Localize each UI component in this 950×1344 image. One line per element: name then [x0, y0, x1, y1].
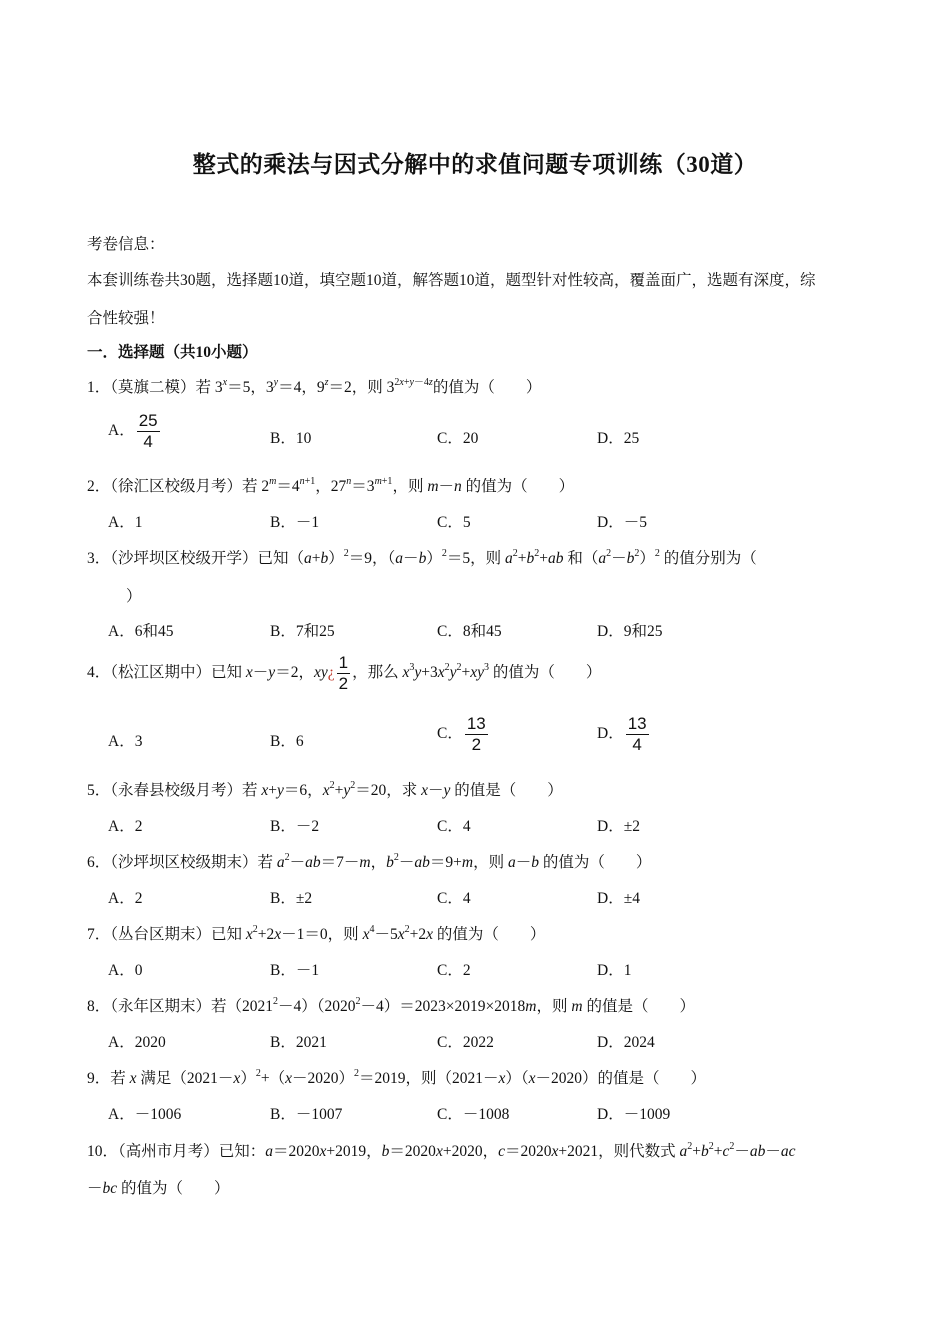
option-4b[interactable]: B．6 — [270, 733, 304, 750]
option-1d[interactable]: D．25 — [597, 430, 640, 447]
fraction: $\frac{13}{2}$ — [466, 714, 486, 754]
option-6d[interactable]: D．±4 — [597, 890, 640, 907]
option-4d[interactable]: D． $\frac{13}{4}$ — [597, 714, 647, 754]
option-9b[interactable]: B．－1007 — [270, 1106, 343, 1123]
option-3c[interactable]: C．8和45 — [437, 623, 502, 640]
option-7b[interactable]: B．－1 — [270, 962, 320, 979]
question-1: 1．（莫旗二模）若 $3^x=5$，$3^y=4$，$9^z=2$，则 $3^{2x+y-4z}$的值为（ ） — [87, 377, 542, 396]
option-7d[interactable]: D．1 — [597, 962, 632, 979]
option-8c[interactable]: C．2022 — [437, 1034, 494, 1051]
option-7c[interactable]: C．2 — [437, 962, 471, 979]
fraction: $\frac{1}{2}$ — [338, 653, 349, 693]
question-9: 9．若 x 满足$(2021-x)^2+(x-2020)^2=2019$，则（2021－x）（x－2020）的值是（ ） — [87, 1068, 707, 1087]
option-3a[interactable]: A．6和45 — [108, 623, 174, 640]
section-heading: 一．选择题（共10小题） — [87, 344, 258, 361]
option-5d[interactable]: D．±2 — [597, 818, 640, 835]
option-1a[interactable]: A． $\frac{25}{4}$ — [108, 411, 158, 451]
question-2: 2．（徐汇区校级月考）若 $2^m=4^{n+1}$，$27^n=3^{m+1}$，则 m－n 的值为（ ） — [87, 476, 575, 495]
option-6c[interactable]: C．4 — [437, 890, 471, 907]
option-6a[interactable]: A．2 — [108, 890, 143, 907]
info-text-line1: 本套训练卷共30题，选择题10道，填空题10道，解答题10道，题型针对性较高，覆盖面广，选题有深度，综 — [87, 272, 816, 289]
fraction: $\frac{25}{4}$ — [138, 411, 158, 451]
option-5a[interactable]: A．2 — [108, 818, 143, 835]
option-3b[interactable]: B．7和25 — [270, 623, 335, 640]
fraction: $\frac{13}{4}$ — [627, 714, 647, 754]
question-3: 3．（沙坪坝区校级开学）已知$(a+b)^2=9$，$(a-b)^2=5$，则 $a^2+b^2+ab$ 和$(a^2-b^2)^2$ 的值分别为（ — [87, 548, 757, 567]
option-8d[interactable]: D．2024 — [597, 1034, 655, 1051]
option-8a[interactable]: A．2020 — [108, 1034, 166, 1051]
question-5: 5．（永春县校级月考）若 x+y＝6，$x^2+y^2=20$，求 x－y 的值是（ ） — [87, 780, 563, 799]
option-5b[interactable]: B．－2 — [270, 818, 320, 835]
option-2c[interactable]: C．5 — [437, 514, 471, 531]
question-10-cont: －bc 的值为（ ） — [87, 1180, 230, 1197]
option-4a[interactable]: A．3 — [108, 733, 143, 750]
page-title: 整式的乘法与因式分解中的求值问题专项训练（30道） — [192, 152, 758, 177]
option-9c[interactable]: C．－1008 — [437, 1106, 510, 1123]
option-1b[interactable]: B．10 — [270, 430, 312, 447]
option-8b[interactable]: B．2021 — [270, 1034, 327, 1051]
option-3d[interactable]: D．9和25 — [597, 623, 663, 640]
info-label: 考卷信息： — [87, 236, 165, 253]
option-9d[interactable]: D．－1009 — [597, 1106, 671, 1123]
option-4c[interactable]: C． $\frac{13}{2}$ — [437, 714, 486, 754]
question-8: 8．（永年区期末）若$(2021^2-4)(2020^2-4)=2023\times 2019\times 2018m$，则 m 的值是（ ） — [87, 996, 695, 1015]
option-2d[interactable]: D．－5 — [597, 514, 647, 531]
option-5c[interactable]: C．4 — [437, 818, 471, 835]
option-2b[interactable]: B．－1 — [270, 514, 320, 531]
question-3-cont: ） — [126, 588, 142, 605]
option-2a[interactable]: A．1 — [108, 514, 143, 531]
option-9a[interactable]: A．－1006 — [108, 1106, 182, 1123]
info-text-line2: 合性较强！ — [87, 310, 165, 327]
question-4: 4．（松江区期中）已知 x－y＝2，xy¿ $\frac{1}{2}$ ，那么 $x^3y+3x^2y^2+xy^3$ 的值为（ ） — [87, 653, 602, 693]
question-6: 6．（沙坪坝区校级期末）若 $a^2-ab=7-m$，$b^2-ab=9+m$，则 a－b 的值为（ ） — [87, 852, 652, 871]
option-1c[interactable]: C．20 — [437, 430, 479, 447]
question-7: 7．（丛台区期末）已知 $x^2+2x-1=0$，则 $x^4-5x^2+2x$ 的值为（ ） — [87, 924, 546, 943]
option-6b[interactable]: B．±2 — [270, 890, 313, 907]
option-7a[interactable]: A．0 — [108, 962, 143, 979]
question-10: 10．（高州市月考）已知：a＝2020x+2019，b＝2020x+2020，c＝2020x+2021，则代数式 $a^2+b^2+c^2-ab-ac$ — [87, 1141, 796, 1160]
